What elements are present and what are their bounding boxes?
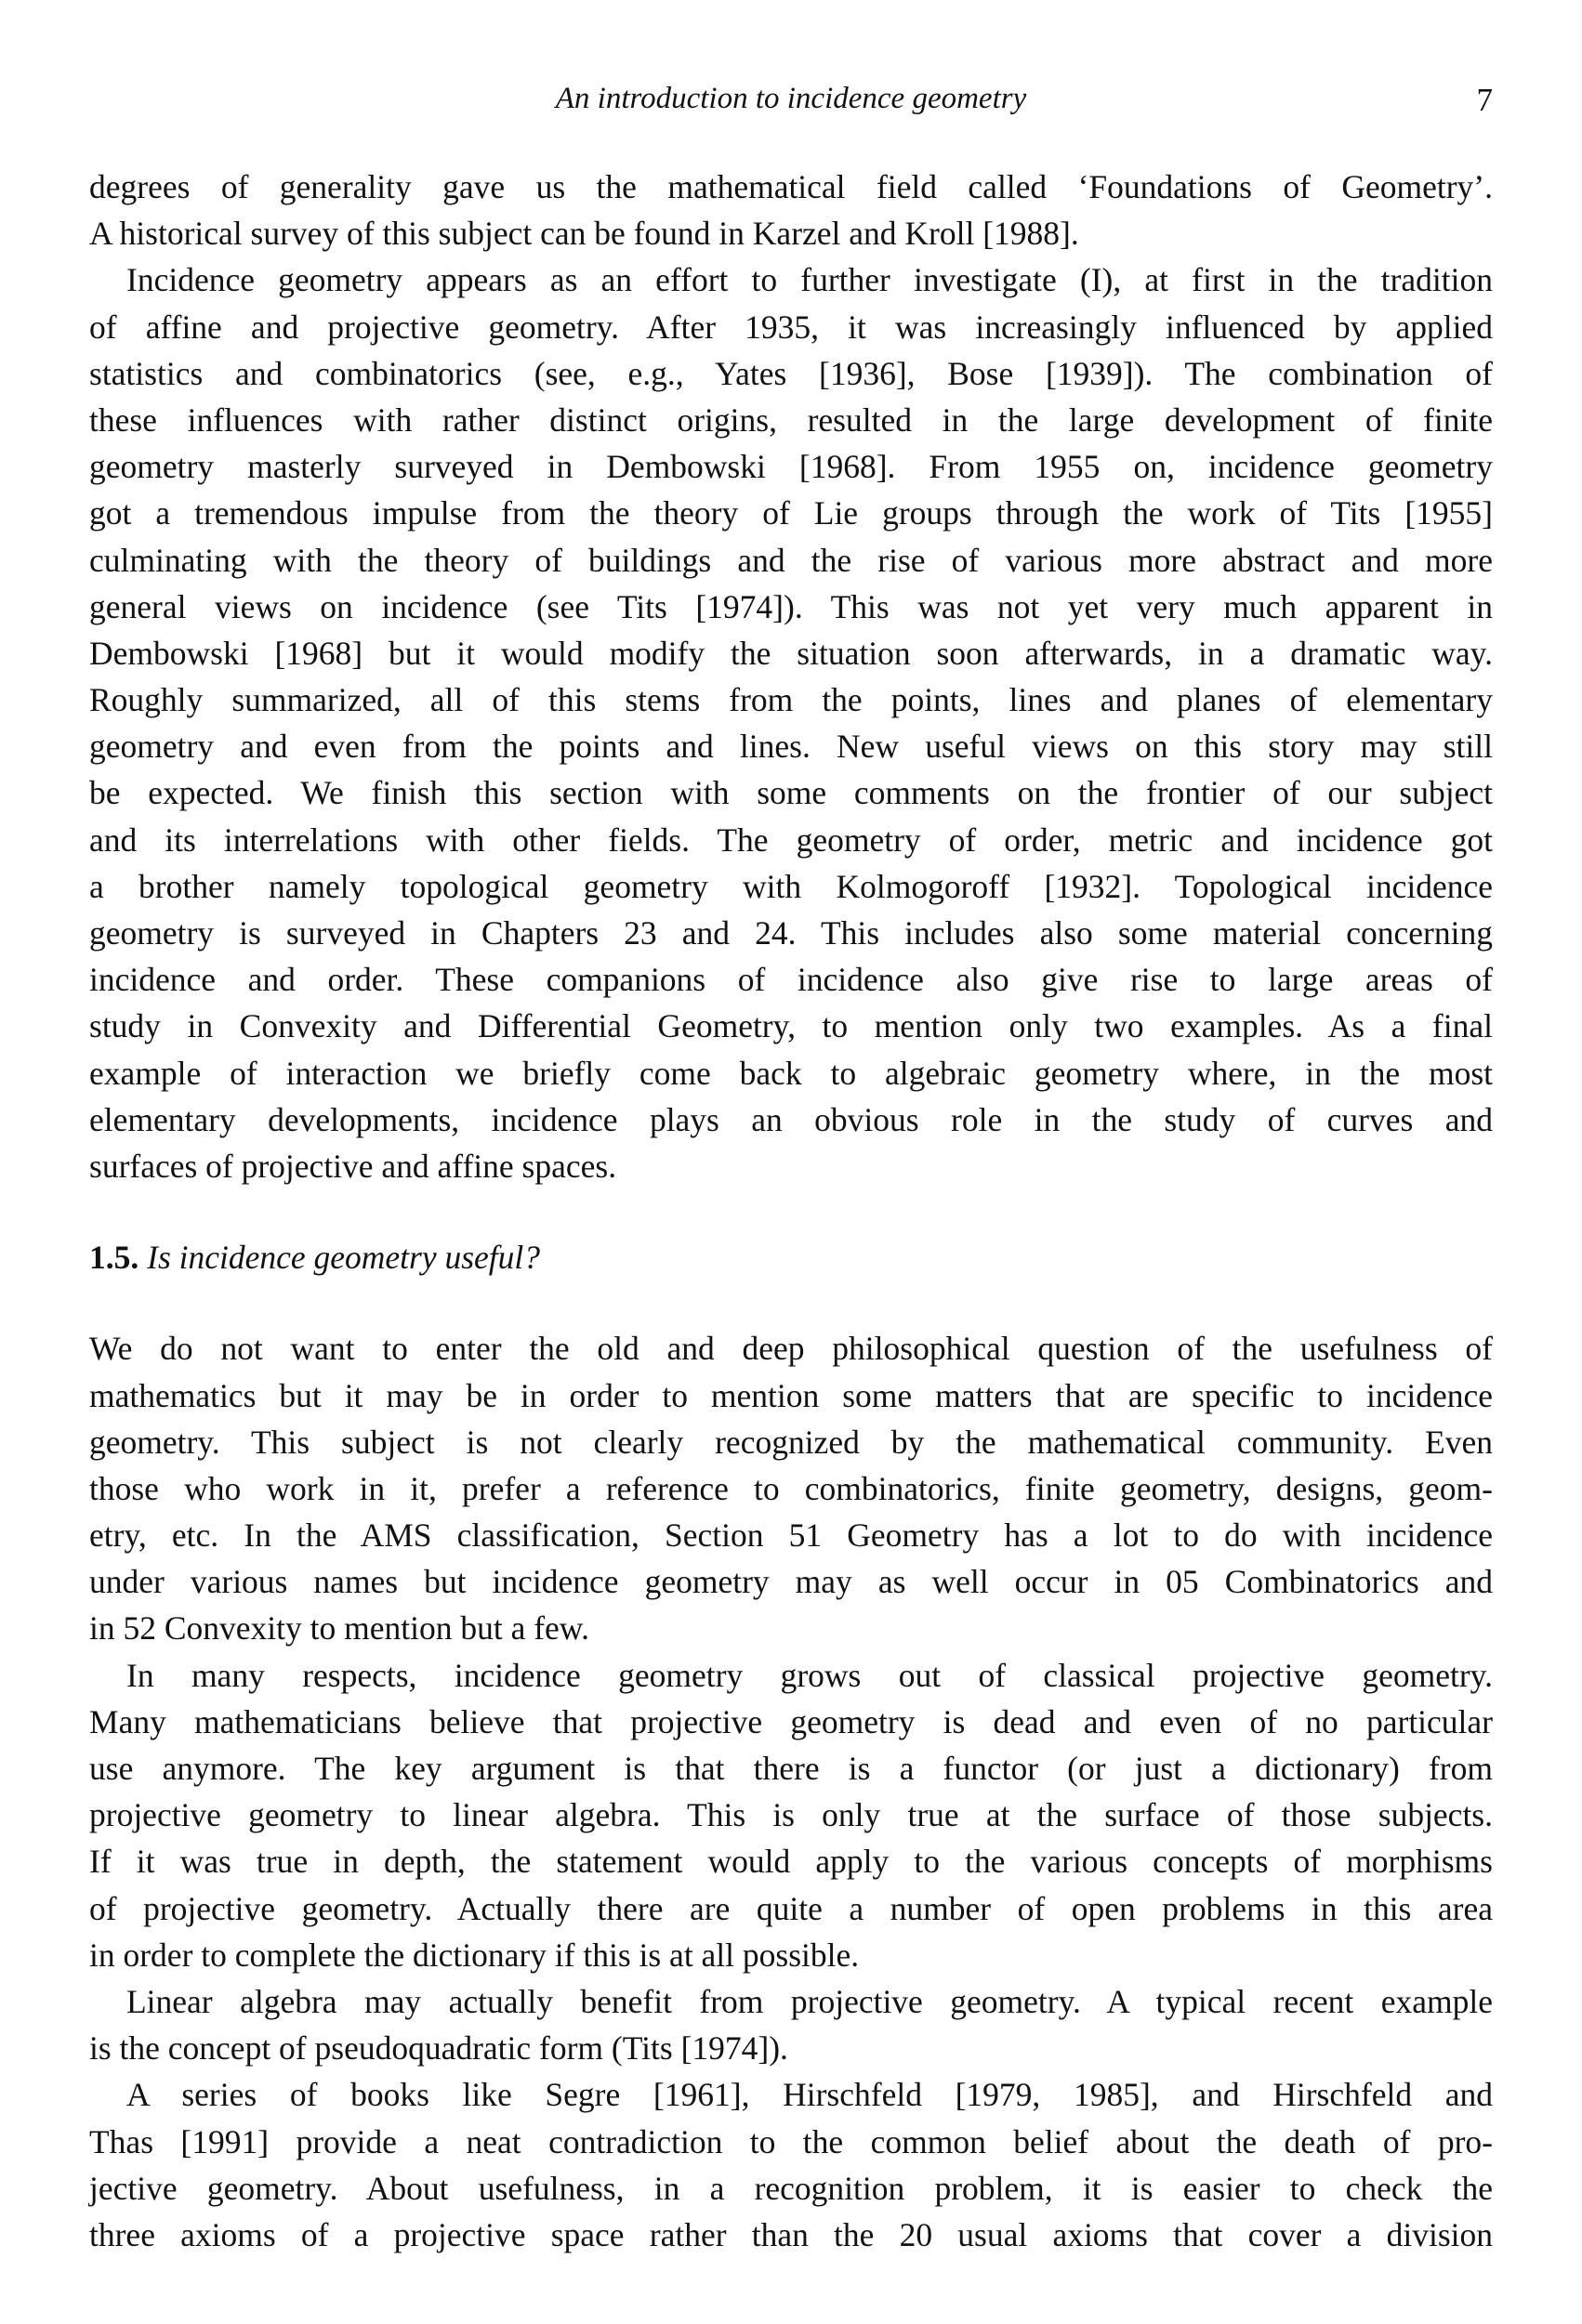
text-line: in 52 Convexity to mention but a few. [89, 1609, 590, 1648]
running-title: An introduction to incidence geometry [555, 82, 1027, 115]
text-line: be expected. We finish this section with some comments on the frontier of our subject [89, 774, 1493, 812]
page-number: 7 [1476, 82, 1493, 118]
text-line: three axioms of a projective space rather than the 20 usual axioms that cover a division [89, 2215, 1493, 2253]
text-line: of affine and projective geometry. After 1935, it was increasingly influenced by applied [89, 308, 1493, 346]
text-line: Roughly summarized, all of this stems from the points, lines and planes of elementary [89, 681, 1493, 719]
text-line: and its interrelations with other fields. The geometry of order, metric and incidence got [89, 821, 1493, 859]
running-head [89, 82, 1493, 119]
text-line: of projective geometry. Actually there are quite a number of open problems in this area [89, 1889, 1493, 1927]
text-line: under various names but incidence geometry may as well occur in 05 Combinatorics and [89, 1563, 1493, 1601]
text-line: degrees of generality gave us the mathematical field called ‘Foundations of Geometry’. [89, 168, 1493, 205]
text-line: surfaces of projective and affine spaces. [89, 1147, 617, 1185]
text-line: Thas [1991] provide a neat contradiction to the common belief about the death of pro- [89, 2122, 1493, 2160]
section-number: 1.5. [89, 1239, 139, 1277]
text-line: A series of books like Segre [1961], Hirschfeld [1979, 1985], and Hirschfeld and [126, 2076, 1493, 2114]
text-line: incidence and order. These companions of incidence also give rise to large areas of [89, 961, 1493, 999]
text-line: elementary developments, incidence plays an obvious role in the study of curves and [89, 1100, 1493, 1138]
text-line: those who work in it, prefer a reference to combinatorics, finite geometry, designs, geom- [89, 1469, 1493, 1507]
text-line: Many mathematicians believe that projective geometry is dead and even of no particular [89, 1702, 1493, 1740]
text-line: these influences with rather distinct origins, resulted in the large development of finite [89, 400, 1493, 439]
paragraph [89, 256, 1493, 1189]
paragraph [89, 164, 1493, 256]
text-line: In many respects, incidence geometry grows out of classical projective geometry. [126, 1656, 1493, 1694]
text-line: example of interaction we briefly come back to algebraic geometry where, in the most [89, 1054, 1493, 1092]
text-line: geometry masterly surveyed in Dembowski [1968]. From 1955 on, incidence geometry [89, 448, 1493, 486]
text-line: statistics and combinatorics (see, e.g., Yates [1936], Bose [1939]). The combination of [89, 354, 1493, 392]
text-line: Dembowski [1968] but it would modify the situation soon afterwards, in a dramatic way. [89, 634, 1493, 672]
text-line: Incidence geometry appears as an effort to further investigate (I), at first in the tradition [126, 261, 1493, 299]
text-line: is the concept of pseudoquadratic form (Tits [1974]). [89, 2029, 788, 2068]
section-title: Is incidence geometry useful? [147, 1239, 541, 1277]
text-line: geometry is surveyed in Chapters 23 and 24. This includes also some material concerning [89, 914, 1493, 952]
paragraph [89, 1652, 1493, 1978]
text-line: We do not want to enter the old and deep philosophical question of the usefulness of [89, 1330, 1493, 1368]
paragraph [89, 1325, 1493, 1651]
paragraph [89, 2071, 1493, 2258]
text-line: in order to complete the dictionary if this is at all possible. [89, 1936, 860, 1974]
text-line: mathematics but it may be in order to mention some matters that are specific to incidence [89, 1376, 1493, 1414]
paragraph [89, 1978, 1493, 2071]
text-line: etry, etc. In the AMS classification, Section 51 Geometry has a lot to do with incidence [89, 1517, 1493, 1555]
text-line: If it was true in depth, the statement would apply to the various concepts of morphisms [89, 1843, 1493, 1881]
section-heading [89, 1234, 1493, 1280]
text-line: A historical survey of this subject can be found in Karzel and Kroll [1988]. [89, 215, 1079, 253]
paragraphs-after-section [89, 1325, 1493, 2258]
text-line: geometry and even from the points and lines. New useful views on this story may still [89, 728, 1493, 766]
text-line: study in Convexity and Differential Geometry, to mention only two examples. As a final [89, 1007, 1493, 1045]
text-line: Linear algebra may actually benefit from projective geometry. A typical recent example [126, 1982, 1493, 2020]
text-line: general views on incidence (see Tits [1974]). This was not yet very much apparent in [89, 587, 1493, 625]
text-line: a brother namely topological geometry with Kolmogoroff [1932]. Topological incidence [89, 867, 1493, 905]
text-line: use anymore. The key argument is that there is a functor (or just a dictionary) from [89, 1750, 1493, 1787]
paragraphs-before-section [89, 164, 1493, 1189]
text-line: culminating with the theory of buildings and the rise of various more abstract and more [89, 541, 1493, 579]
text-line: jective geometry. About usefulness, in a recognition problem, it is easier to check the [89, 2169, 1493, 2207]
text-line: geometry. This subject is not clearly recognized by the mathematical community. Even [89, 1423, 1493, 1461]
text-line: got a tremendous impulse from the theory of Lie groups through the work of Tits [1955] [89, 494, 1493, 532]
text-line: projective geometry to linear algebra. This is only true at the surface of those subjects. [89, 1796, 1493, 1834]
body-text [89, 164, 1493, 2258]
